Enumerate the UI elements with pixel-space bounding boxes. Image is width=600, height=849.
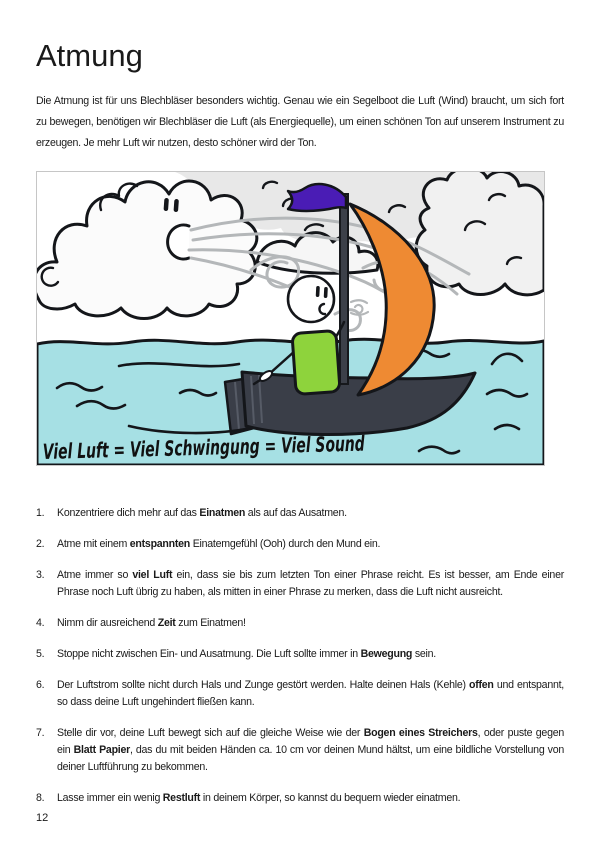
list-item-text: Der Luftstrom sollte nicht durch Hals und Zunge gestört werden. Halte deinen Hals (Kehle) offen und entspannt, so dass deine Luft ungehindert fließen kann. (57, 678, 564, 708)
list-item-number: 1. (36, 506, 45, 519)
page-title: Atmung (36, 38, 143, 73)
list-item-text: Atme mit einem entspannten Einatemgefühl (Ooh) durch den Mund ein. (57, 537, 381, 550)
sailor-head (288, 276, 334, 322)
caption-text: Viel Luft = Viel Schwingung = Viel Sound (42, 426, 529, 464)
list-item (36, 646, 564, 663)
list-item-text: Nimm dir ausreichend Zeit zum Einatmen! (57, 616, 246, 629)
list-item-number: 2. (36, 537, 45, 550)
list-item (36, 505, 564, 522)
list-item-text: Konzentriere dich mehr auf das Einatmen als auf das Ausatmen. (57, 506, 347, 519)
list-item-number: 7. (36, 726, 45, 739)
cloud-mouth (168, 225, 189, 259)
list-item-number: 4. (36, 616, 45, 629)
sailor-eye-right (324, 286, 328, 297)
list-item-number: 8. (36, 791, 45, 804)
list-item (36, 615, 564, 632)
page-number: 12 (36, 812, 49, 824)
list-item-text: Stoppe nicht zwischen Ein- und Ausatmung. Die Luft sollte immer in Bewegung sein. (57, 647, 436, 660)
list-item-number: 5. (36, 647, 45, 660)
intro-paragraph: Die Atmung ist für uns Blechbläser besonders wichtig. Genau wie ein Segelboot die Luft (Wind) braucht, um sich fort zu bewegen, benötigen wir Blechbläser die Luft (als Energiequelle), um einen schönen Ton auf unserem Instrument zu erzeugen. Je mehr Luft wir nutzen, desto schöner wird der Ton. (36, 94, 564, 149)
list-item (36, 536, 564, 553)
list-item (36, 790, 564, 807)
cloud-eye-left (164, 197, 169, 210)
sailor-eye-left (316, 285, 320, 296)
list-item-number: 6. (36, 678, 45, 691)
breathing-illustration (36, 171, 545, 466)
list-item-number: 3. (36, 568, 45, 581)
tips-list (36, 505, 564, 807)
sailor-body (292, 330, 340, 394)
list-item-text: Atme immer so viel Luft ein, dass sie bis zum letzten Ton einer Phrase reicht. Es ist besser, am Ende einer Phrase noch Luft übrig zu haben, als mitten in einer Phrase zu merken, dass die Luft nicht ausreicht. (57, 568, 564, 598)
list-item-text: Lasse immer ein wenig Restluft in deinem Körper, so kannst du bequem wieder einatmen. (57, 791, 461, 804)
list-item (36, 725, 564, 776)
mast (340, 194, 348, 384)
cloud-eye-right (174, 198, 179, 211)
list-item (36, 567, 564, 601)
list-item (36, 677, 564, 711)
sailboat-cartoon (37, 172, 544, 465)
list-item-text: Stelle dir vor, deine Luft bewegt sich auf die gleiche Weise wie der Bogen eines Streichers, oder puste gegen ein Blatt Papier, das du mit beiden Händen ca. 10 cm vor deinen Mund hältst, um eine bildliche Vorstellung von deiner Luftführung zu bekommen. (57, 726, 564, 773)
